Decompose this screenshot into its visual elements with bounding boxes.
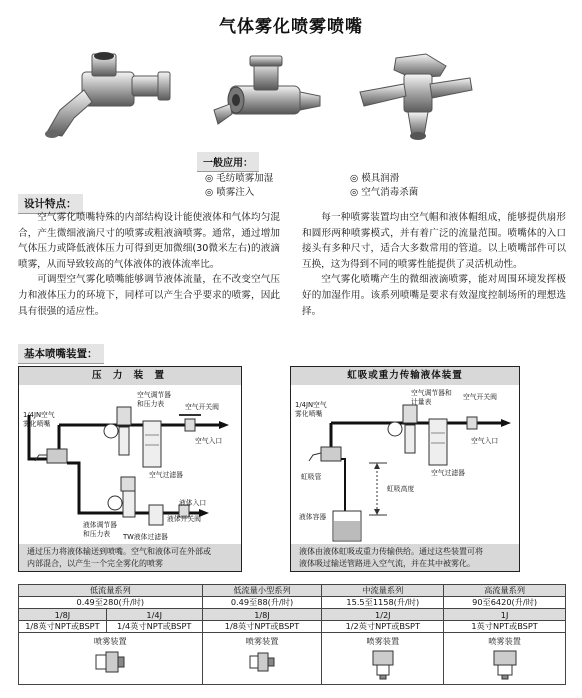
application-item: ◎ 模具润滑 [350,173,400,184]
applications-heading: 一般应用： [197,152,259,172]
nozzle-label: 喷雾装置 [366,636,400,646]
application-item: ◎ 喷雾注入 [205,187,255,198]
design-right-column [302,210,566,319]
pressure-diagram [18,366,242,572]
label-air-inlet: 空气入口 [195,437,223,445]
model-cell: 1/8J [19,609,107,621]
application-item: ◎ 毛纺喷雾加湿 [205,173,274,184]
design-paragraph: 可调型空气雾化喷嘴能够调节液体流量，在不改变空气压力和液体压力的环境下，同样可以产生合乎要求的喷雾，因此具有很强的适应性。 [18,274,280,317]
label-air-valve: 空气开关阀 [463,393,497,401]
gravity-diagram-title: 虹吸或重力传输液体装置 [291,367,519,385]
nozzle-setup-icon [487,647,523,681]
label-air-regulator: 空气调节器 和压力表 [137,391,171,408]
connection-cell: 1/4英寸NPT或BSPT [106,621,202,633]
label-tw-filter: TW液体过滤器 [123,533,168,541]
pressure-diagram-caption: 通过压力将液体输送到喷嘴。空气和液体可在外部或 内部混合，以产生一个完全雾化的喷雾 [19,544,241,571]
flow-cell: 0.49至88(升/时) [202,597,322,609]
nozzle-photo-3 [350,44,480,144]
label-liquid-regulator: 液体调节器 和压力表 [83,521,117,538]
label-nozzle: 1/4JN空气 雾化喷嘴 [295,401,327,418]
table-row [19,597,566,609]
nozzle-cell [202,633,322,685]
basic-heading: 基本喷嘴装置： [18,344,104,364]
nozzle-cell [444,633,566,685]
nozzle-label: 喷雾装置 [488,636,521,646]
connection-cell: 1英寸NPT或BSPT [444,621,566,633]
gravity-diagram-caption: 液体由液体虹吸或重力传输供给。通过这些装置可将 液体吸过输送管路进入空气流，并在其中被雾化。 [291,544,519,571]
label-air-filter: 空气过滤器 [431,469,465,477]
table-row [19,621,566,633]
connection-cell: 1/8英寸NPT或BSPT [19,621,107,633]
spec-table [18,584,566,685]
nozzle-label: 喷雾装置 [93,636,127,646]
application-item: ◎ 空气消毒杀菌 [350,187,419,198]
label-siphon-height: 虹吸高度 [387,485,415,493]
design-paragraph: 每一种喷雾装置均由空气帽和液体帽组成，能够提供扇形和圆形两种喷雾模式，并有着广泛的流量范围。喷嘴体的入口接头有多种尺寸，适合大多数常用的管道。以上喷嘴部件可以互换，这为得到不同的喷雾性能提供了灵活机动性。 [302,212,566,270]
connection-cell: 1/8英寸NPT或BSPT [202,621,322,633]
page-title: 气体雾化喷雾喷嘴 [219,17,363,37]
design-paragraph: 空气雾化喷嘴产生的微细液滴喷雾，能对周围环境发挥极好的加湿作用。该系列喷嘴是要求有效湿度控制场所的理想选择。 [302,274,566,317]
table-row [19,633,566,685]
nozzle-setup-icon [244,647,280,677]
series-cell: 低流量小型系列 [202,585,322,597]
series-cell: 低流量系列 [19,585,203,597]
label-air-valve: 空气开关阀 [185,403,219,411]
label-air-inlet: 空气入口 [471,437,499,445]
nozzle-setup-icon [365,647,401,681]
nozzle-cell [19,633,203,685]
design-paragraph: 空气雾化喷嘴特殊的内部结构设计能使液体和气体均匀混合，产生微细液滴尺寸的喷雾或粗液滴喷雾。通常，通过增加气体压力或降低液体压力可得到更加微细(30微米左右)的液滴喷雾，从而导致较高的气体液体的液体流率比。 [18,212,280,270]
model-cell: 1J [444,609,566,621]
label-nozzle: 1/4JN空气 雾化喷嘴 [23,411,55,428]
model-cell: 1/4J [106,609,202,621]
model-cell: 1/2J [322,609,444,621]
pressure-diagram-title: 压 力 装 置 [19,367,241,385]
series-cell: 高流量系列 [444,585,566,597]
nozzle-photo-1 [40,44,180,144]
label-liquid-inlet: 液体入口 [179,499,207,507]
design-left-column [18,210,280,319]
label-air-regulator: 空气调节器和 计量表 [411,389,452,406]
table-row [19,609,566,621]
label-container: 液体容器 [299,513,327,521]
flow-cell: 0.49至280(升/时) [19,597,203,609]
flow-cell: 15.5至1158(升/时) [322,597,444,609]
nozzle-label: 喷雾装置 [245,636,279,646]
nozzle-cell [322,633,444,685]
label-siphon: 虹吸管 [301,473,322,481]
applications-list [205,172,495,200]
model-cell: 1/8J [202,609,322,621]
label-air-filter: 空气过滤器 [149,471,183,479]
gravity-diagram [290,366,520,572]
table-row [19,585,566,597]
nozzle-photo-2 [200,44,330,144]
nozzle-setup-icon [90,647,130,677]
design-heading: 设计特点： [18,194,83,214]
label-liquid-valve: 液体开关阀 [167,515,201,523]
connection-cell: 1/2英寸NPT或BSPT [322,621,444,633]
flow-cell: 90至6420(升/时) [444,597,566,609]
series-cell: 中流量系列 [322,585,444,597]
